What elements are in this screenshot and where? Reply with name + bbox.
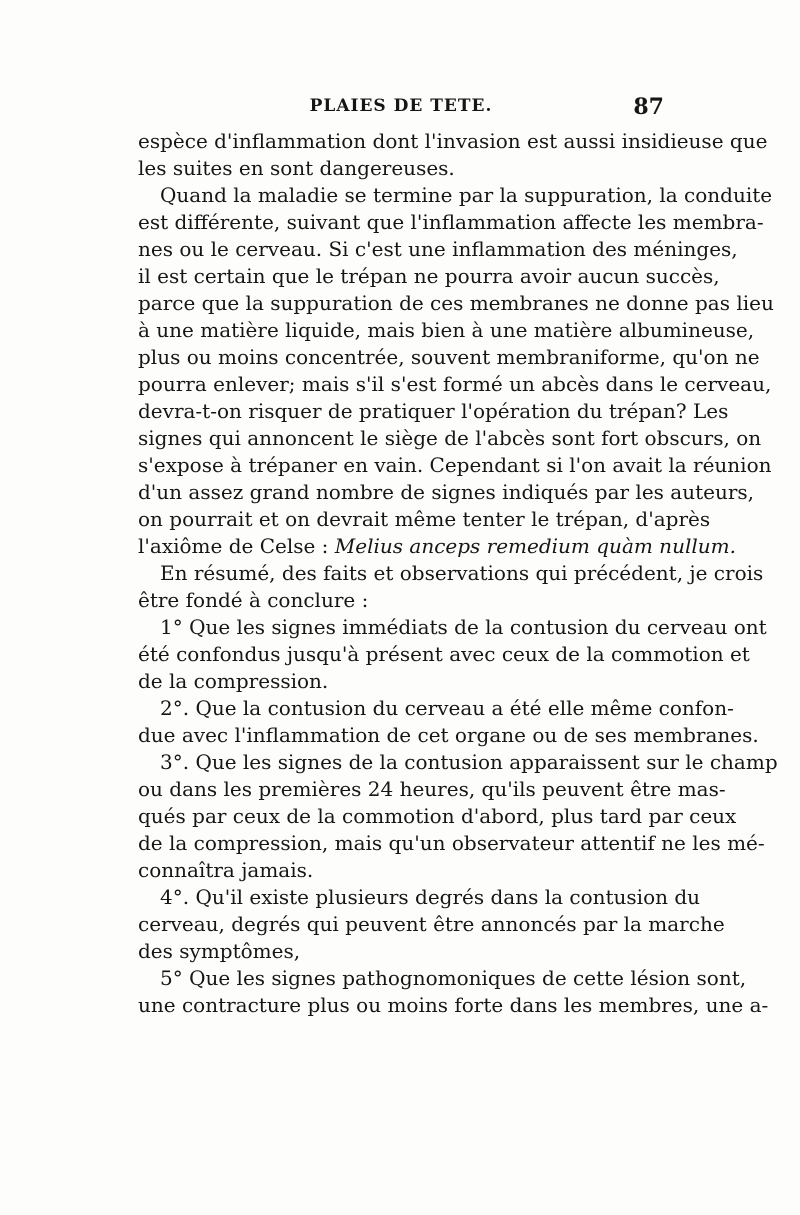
text-line: ou dans les premières 24 heures, qu'ils peuvent être mas- [138,777,726,801]
text-line: devra-t-on risquer de pratiquer l'opération du trépan? Les [138,399,729,423]
body-text [138,128,778,1019]
list-item-line: 2°. Que la contusion du cerveau a été elle même confon- [160,696,734,720]
page-header [138,96,664,126]
paragraph-start-line: Quand la maladie se termine par la suppuration, la conduite [160,183,773,207]
text-line: été confondus jusqu'à présent avec ceux de la commotion et [138,642,750,666]
text-line: pourra enlever; mais s'il s'est formé un abcès dans le cerveau, [138,372,772,396]
text-line: de la compression. [138,669,329,693]
text-line: espèce d'inflammation dont l'invasion est aussi insidieuse que [138,129,768,153]
text-line: nes ou le cerveau. Si c'est une inflammation des méninges, [138,237,738,261]
latin-quotation: Melius anceps remedium quàm nullum. [334,534,736,558]
running-title: PLAIES DE TETE. [309,96,493,116]
text-line: être fondé à conclure : [138,588,369,612]
text-line: il est certain que le trépan ne pourra avoir aucun succès, [138,264,720,288]
list-item-line: 5° Que les signes pathognomoniques de cette lésion sont, [160,966,747,990]
text-line: s'expose à trépaner en vain. Cependant si l'on avait la réunion [138,453,772,477]
text-line: parce que la suppuration de ces membranes ne donne pas lieu [138,291,774,315]
text-line: on pourrait et on devrait même tenter le trépan, d'après [138,507,711,531]
text-line: cerveau, degrés qui peuvent être annoncés par la marche [138,912,725,936]
text-line: des symptômes, [138,939,301,963]
page-number: 87 [633,94,664,120]
quotation-line [138,533,736,560]
text-line: qués par ceux de la commotion d'abord, plus tard par ceux [138,804,737,828]
text-line: à une matière liquide, mais bien à une matière albumineuse, [138,318,755,342]
text-line: signes qui annoncent le siège de l'abcès sont fort obscurs, on [138,426,762,450]
list-item-line: 1° Que les signes immédiats de la contusion du cerveau ont [160,615,767,639]
paragraph-start-line: En résumé, des faits et observations qui précédent, je crois [160,561,764,585]
quotation-lead: l'axiôme de Celse : [138,534,329,558]
list-item-line: 4°. Qu'il existe plusieurs degrés dans la contusion du [160,885,701,909]
text-line: d'un assez grand nombre de signes indiqués par les auteurs, [138,480,755,504]
text-line: une contracture plus ou moins forte dans les membres, une a- [138,993,769,1017]
text-line: est différente, suivant que l'inflammation affecte les membra- [138,210,764,234]
text-line: plus ou moins concentrée, souvent membraniforme, qu'on ne [138,345,760,369]
list-item-line: 3°. Que les signes de la contusion apparaissent sur le champ [160,750,778,774]
text-line: de la compression, mais qu'un observateur attentif ne les mé- [138,831,765,855]
text-line: connaîtra jamais. [138,858,314,882]
text-line: due avec l'inflammation de cet organe ou de ses membranes. [138,723,759,747]
text-line: les suites en sont dangereuses. [138,156,455,180]
